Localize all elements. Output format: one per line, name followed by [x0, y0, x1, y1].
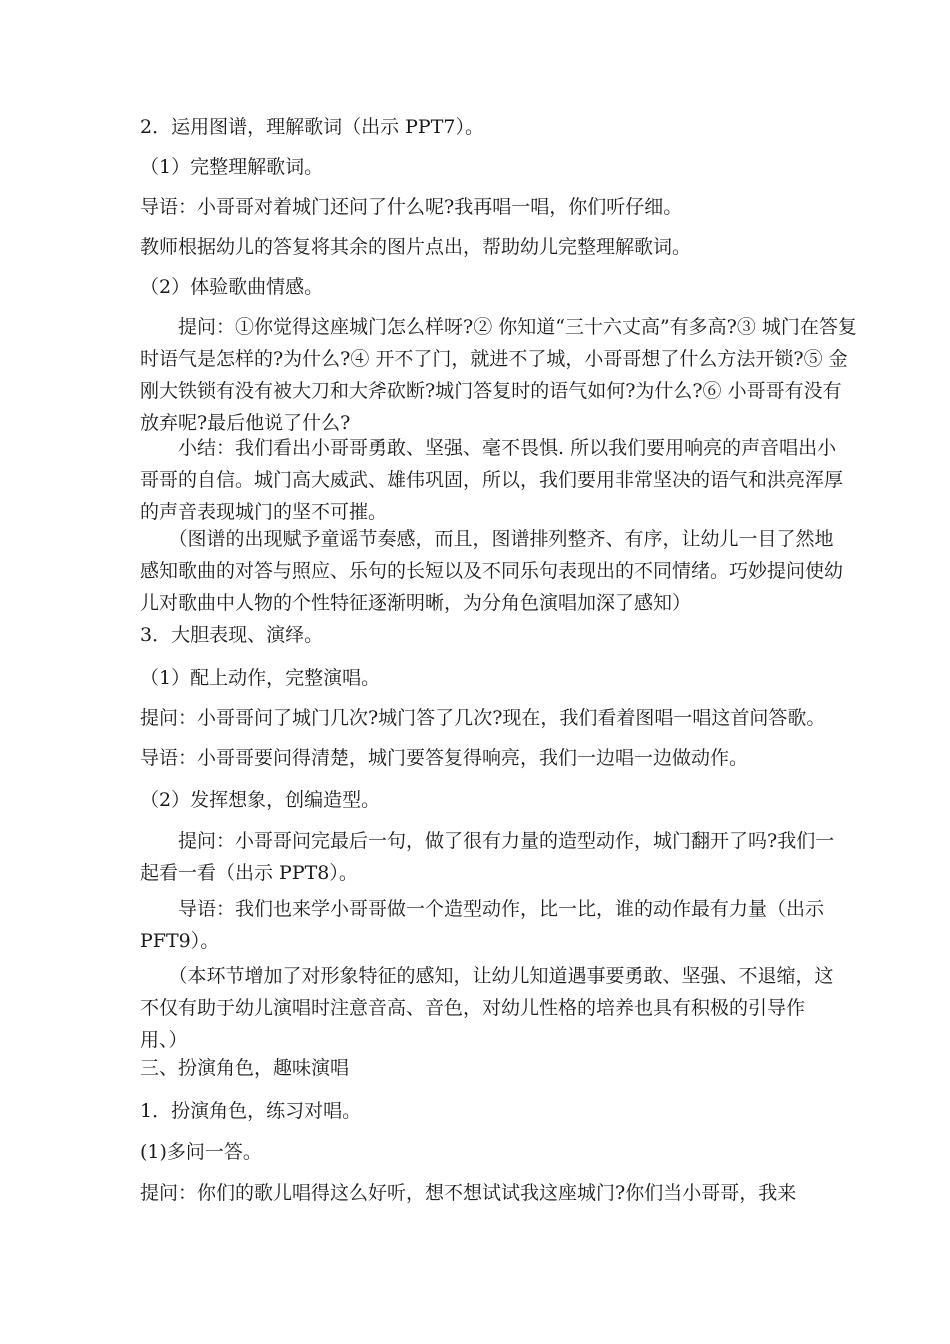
- text-line: 小结：我们看出小哥哥勇敢、坚强、毫不畏惧. 所以我们要用响亮的声音唱出小: [140, 437, 837, 459]
- paragraph-guide-1: [140, 191, 860, 223]
- text-line: 3．大胆表现、演绎。: [140, 624, 324, 646]
- text-line: 导语：小哥哥对着城门还问了什么呢?我再唱一唱，你们听仔细。: [140, 196, 683, 218]
- text-line: 的声音表现城门的坚不可摧。: [140, 501, 388, 523]
- paragraph-summary: [140, 432, 860, 528]
- text-line: 提问：①你觉得这座城门怎么样呀?② 你知道“三十六丈高”有多高?③ 城门在答复: [140, 316, 857, 338]
- paragraph-question-4: [140, 1177, 860, 1209]
- text-line: （本环节增加了对形象特征的感知，让幼儿知道遇事要勇敢、坚强、不退缩，这: [140, 965, 834, 987]
- paragraph-question-2: [140, 702, 860, 734]
- text-line: 提问：小哥哥问完最后一句，做了很有力量的造型动作，城门翻开了吗?我们一: [140, 830, 835, 852]
- text-line: 不仅有助于幼儿演唱时注意音高、音色，对幼儿性格的培养也具有积极的引导作: [140, 997, 806, 1019]
- paragraph-teacher-note: [140, 231, 860, 263]
- text-line: 教师根据幼儿的答复将其余的图片点出，帮助幼儿完整理解歌词。: [140, 236, 692, 258]
- text-line: PFT9）。: [140, 930, 220, 952]
- text-line: 用、）: [140, 1029, 188, 1051]
- text-line: 导语：我们也来学小哥哥做一个造型动作，比一比，谁的动作最有力量（出示: [140, 898, 825, 920]
- text-line: 1．扮演角色，练习对唱。: [140, 1100, 362, 1122]
- text-line: （1）完整理解歌词。: [140, 156, 324, 178]
- paragraph-question-3: [140, 825, 860, 889]
- paragraph-subsection-2: [140, 271, 860, 303]
- text-line: 放弃呢?最后他说了什么?: [140, 412, 351, 434]
- text-line: 提问：小哥哥问了城门几次?城门答了几次?现在，我们看着图唱一唱这首问答歌。: [140, 707, 826, 729]
- text-line: 儿对歌曲中人物的个性特征逐渐明晰，为分角色演唱加深了感知）: [140, 592, 692, 614]
- text-line: 提问：你们的歌儿唱得这么好听，想不想试试我这座城门?你们当小哥哥，我来: [140, 1182, 797, 1204]
- text-line: 哥哥的自信。城门高大威武、雄伟巩固，所以，我们要用非常坚决的语气和洪亮浑厚: [140, 469, 844, 491]
- text-line: （图谱的出现赋予童谣节奏感，而且，图谱排列整齐、有序，让幼儿一目了然地: [140, 528, 834, 550]
- text-line: 时语气是怎样的?为什么?④ 开不了门，就进不了城，小哥哥想了什么方法开锁?⑤ 金: [140, 348, 848, 370]
- text-line: （1）配上动作，完整演唱。: [140, 667, 381, 689]
- text-line: 三、扮演角色，趣味演唱: [140, 1057, 350, 1079]
- paragraph-multi-question: [140, 1136, 860, 1168]
- paragraph-note-chart: [140, 523, 860, 619]
- text-line: （2）体验歌曲情感。: [140, 276, 324, 298]
- text-line: 感知歌曲的对答与照应、乐句的长短以及不同乐句表现出的不同情绪。巧妙提问使幼: [140, 560, 844, 582]
- paragraph-subsection-3-1: [140, 662, 860, 694]
- paragraph-section-2-heading: [140, 111, 860, 143]
- paragraph-part-3-heading: [140, 1052, 860, 1084]
- text-line: 起看一看（出示 PPT8）。: [140, 862, 358, 884]
- text-line: （2）发挥想象，创编造型。: [140, 789, 381, 811]
- text-line: 2．运用图谱，理解歌词（出示 PPT7）。: [140, 116, 484, 138]
- paragraph-section-3-heading: [140, 619, 860, 651]
- paragraph-guide-2: [140, 742, 860, 774]
- text-line: (1)多问一答。: [140, 1141, 262, 1163]
- paragraph-subsection-3-2: [140, 784, 860, 816]
- paragraph-guide-3: [140, 893, 860, 957]
- text-line: 刚大铁锁有没有被大刀和大斧砍断?城门答复时的语气如何?为什么?⑥ 小哥哥有没有: [140, 380, 842, 402]
- paragraph-subsection-1: [140, 151, 860, 183]
- text-line: 导语：小哥哥要问得清楚，城门要答复得响亮，我们一边唱一边做动作。: [140, 747, 749, 769]
- paragraph-note-section: [140, 960, 860, 1056]
- paragraph-questions: [140, 311, 860, 439]
- paragraph-role-play-heading: [140, 1095, 860, 1127]
